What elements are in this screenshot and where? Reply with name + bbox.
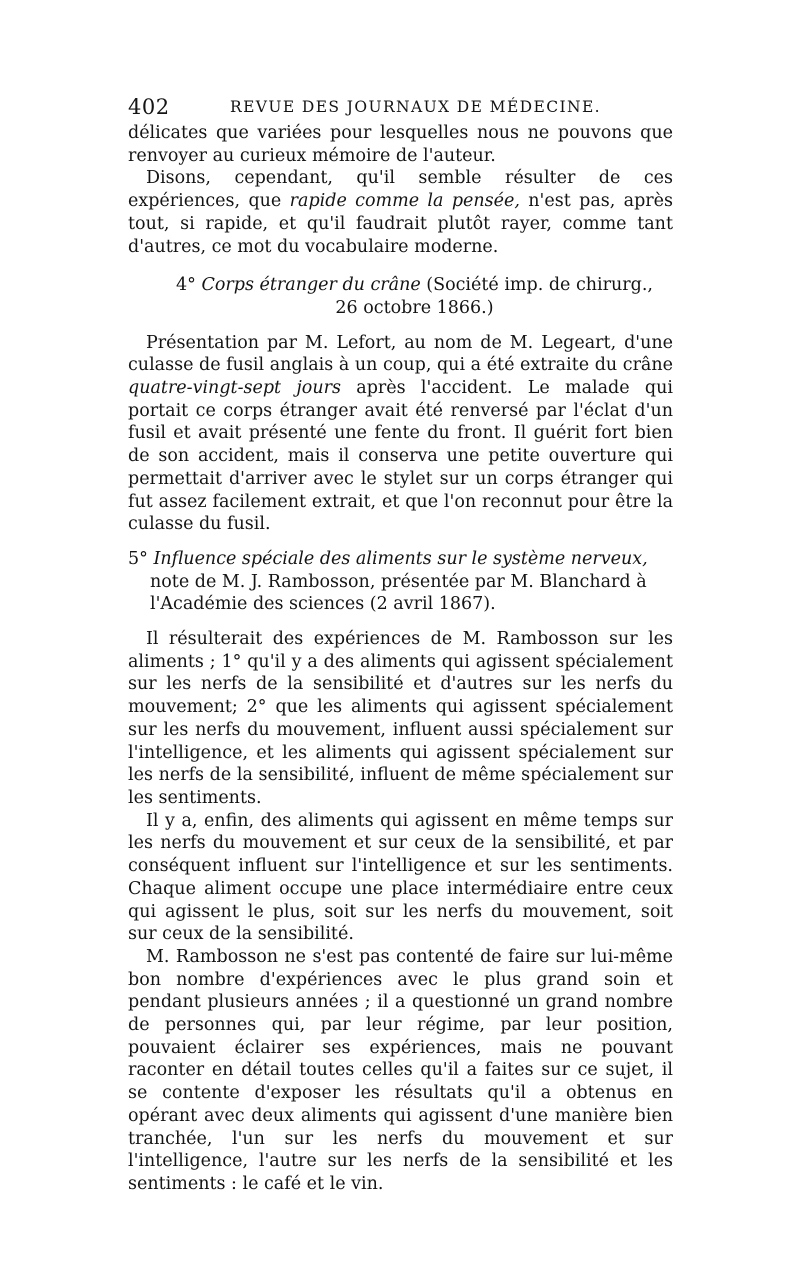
section-4-source-2: 26 octobre 1866.): [335, 297, 494, 318]
section-4-heading: [128, 274, 673, 319]
section-4-number: 4°: [176, 275, 202, 296]
paragraph-disons-text-1: Disons, cependant, qu'il semble résulter de ces expériences, que: [128, 168, 673, 212]
paragraph-rambosson-text: M. Rambosson ne s'est pas contenté de faire sur lui-même bon nombre d'expériences avec le plus grand soin et pendant plusieurs années ; il a questionné un grand nombre de personnes qui, par leur régime, par leur position, pouvaient éclairer ses expériences, mais ne pouvant raconter en détail toutes celles qu'il a faites sur ce sujet, il se contente d'exposer les résultats qu'il a obtenus en opérant avec deux aliments qui agissent d'une manière bien tranchée, l'un sur les nerfs du mouvement et sur l'intelligence, l'autre sur les nerfs de la sensibilité et les sentiments : le café et le vin.: [128, 946, 673, 1194]
paragraph-resulterait: [128, 628, 673, 810]
paragraph-enfin: [128, 810, 673, 946]
paragraph-disons: [128, 167, 673, 258]
page-header: [128, 92, 673, 122]
section-4-title: Corps étranger du crâne: [201, 275, 421, 296]
running-title: REVUE DES JOURNAUX DE MÉDECINE.: [230, 98, 601, 116]
section-5-title: Influence spéciale des aliments sur le système nerveux,: [153, 548, 648, 569]
paragraph-disons-text-2: n'est pas, après tout, si rapide, et qu'il faudrait plutôt rayer, comme tant d'autres, ce mot du vocabulaire moderne.: [128, 191, 673, 257]
section-5-source: note de M. J. Rambosson, présentée par M. Blanchard à l'Académie des sciences (2 avril 1867).: [150, 571, 647, 615]
paragraph-continuation-text: délicates que variées pour lesquelles nous ne pouvons que renvoyer au curieux mémoire de l'auteur.: [128, 123, 673, 166]
document-page: [128, 92, 673, 1196]
section-5-number: 5°: [128, 548, 154, 569]
paragraph-lefort-text-2: après l'accident. Le malade qui portait ce corps étranger avait été renversé par l'éclat d'un fusil et avait présenté une fente du front. Il guérit fort bien de son accident, mais il conserva une petite ouverture qui permettait d'arriver avec le stylet sur un corps étranger qui fut assez facilement extrait, et que l'on reconnut pour être la culasse du fusil.: [128, 378, 673, 535]
paragraph-continuation: [128, 122, 673, 167]
section-4-heading-line-1: [156, 274, 673, 297]
paragraph-rambosson: [128, 946, 673, 1196]
paragraph-lefort-text-1: Présentation par M. Lefort, au nom de M. Legeart, d'une culasse de fusil anglais à un coup, qui a été extraite du crâne: [128, 332, 673, 376]
section-5-heading: [128, 548, 673, 616]
paragraph-lefort-italic: quatre-vingt-sept jours: [128, 378, 341, 399]
section-4-source-1: (Société imp. de chirurg.,: [420, 275, 653, 296]
paragraph-disons-italic: rapide comme la pensée,: [289, 191, 520, 212]
paragraph-lefort: [128, 332, 673, 536]
paragraph-resulterait-text: Il résulterait des expériences de M. Rambosson sur les aliments ; 1° qu'il y a des aliments qui agissent spécialement sur les nerfs de la sensibilité et d'autres sur les nerfs du mouvement; 2° que les aliments qui agissent spécialement sur les nerfs du mouvement, influent aussi spécialement sur l'intelligence, et les aliments qui agissent spécialement sur les nerfs de la sensibilité, influent de même spécialement sur les sentiments.: [128, 629, 673, 808]
page-number: 402: [128, 95, 170, 119]
paragraph-enfin-text: Il y a, enfin, des aliments qui agissent en même temps sur les nerfs du mouvement et sur ceux de la sensibilité, et par conséquent influent sur l'intelligence et sur les sentiments. Chaque aliment occupe une place intermédiaire entre ceux qui agissent le plus, soit sur les nerfs du mouvement, soit sur ceux de la sensibilité.: [128, 810, 673, 945]
